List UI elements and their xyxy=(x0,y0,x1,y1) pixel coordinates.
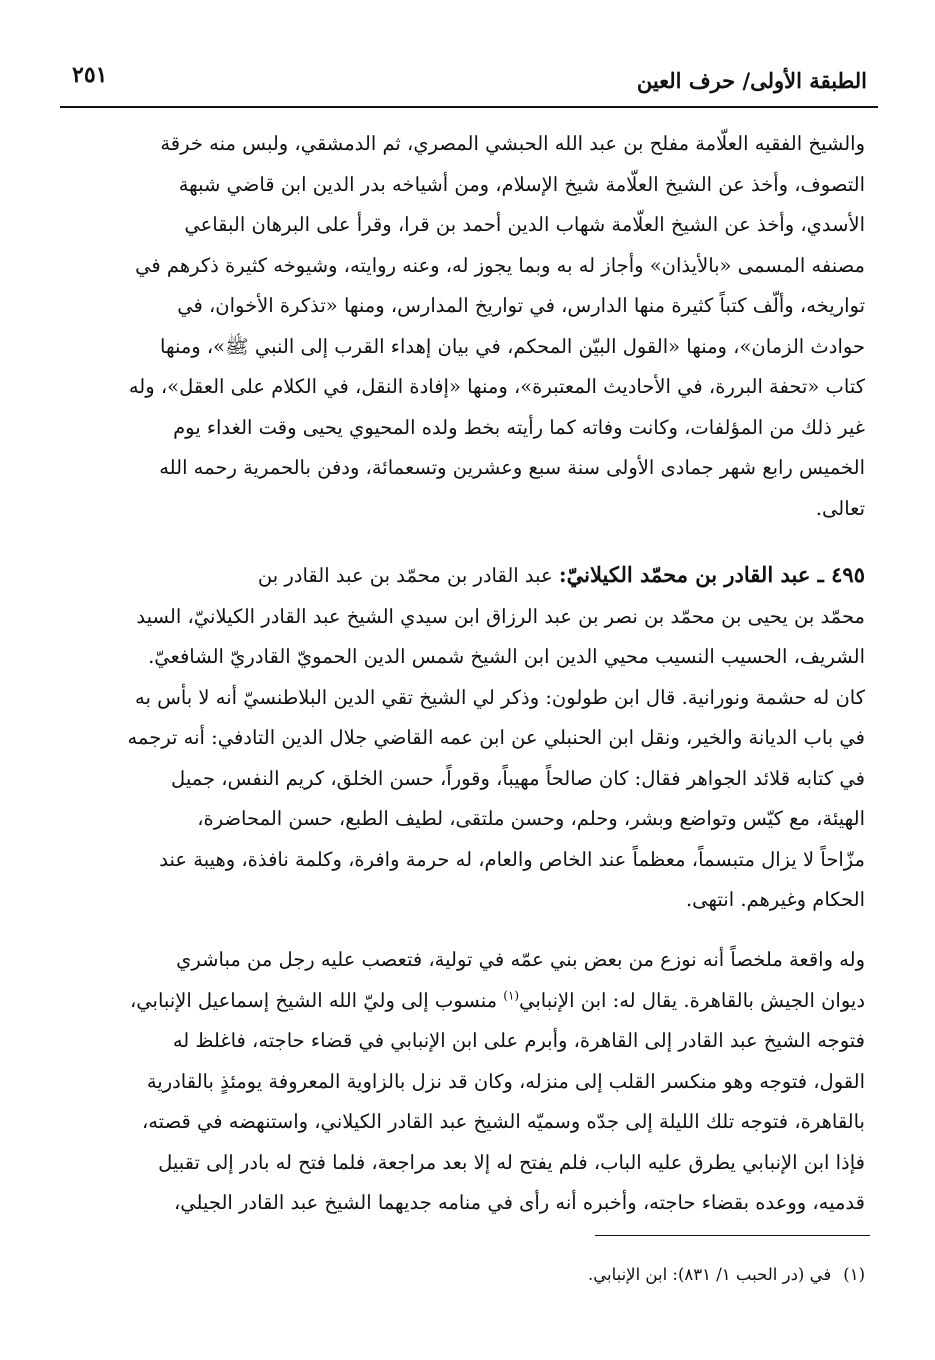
text-line: محمّد بن يحيى بن محمّد بن نصر بن عبد الرزاق ابن سيدي الشيخ عبد القادر الكيلانيّ، السيد xyxy=(136,604,865,628)
running-title: الطبقة الأولى/ حرف العين xyxy=(636,68,867,93)
text-line: مزّاحاً لا يزال متبسماً، معظماً عند الخاص والعام، له حرمة وافرة، وكلمة نافذة، وهيبة عند xyxy=(159,847,865,871)
text-line: كتاب «تحفة البررة، في الأحاديث المعتبرة»، ومنها «إفادة النقل، في الكلام على العقل»، وله xyxy=(128,375,865,398)
text-line: قدميه، ووعده بقضاء حاجته، وأخبره أنه رأى في منامه جديهما الشيخ عبد القادر الجيلي، xyxy=(173,1191,865,1214)
text-line: والشيخ الفقيه العلّامة مفلح بن عبد الله الحبشي المصري، ثم الدمشقي، ولبس منه خرقة xyxy=(160,132,865,155)
text-fragment: عبد القادر بن محمّد بن عبد القادر بن xyxy=(257,564,553,587)
text-line: تواريخه، وألّف كتباً كثيرة منها الدارس، في تواريخ المدارس، ومنها «تذكرة الأخوان، في xyxy=(177,294,865,317)
text-fragment: منسوب إلى وليّ الله الشيخ إسماعيل الإنبابي، xyxy=(129,988,498,1012)
page-number: ٢٥١ xyxy=(72,62,108,88)
text-line: في باب الديانة والخير، ونقل ابن الحنبلي عن ابن عمه القاضي جلال الدين التادفي: أنه ترجمه xyxy=(127,726,865,749)
footnote-text: في (در الحبب ١/ ٨٣١): ابن الإنبابي. xyxy=(587,1265,832,1284)
text-line: تعالى. xyxy=(815,496,865,520)
text-line: فتوجه الشيخ عبد القادر إلى القاهرة، وأبرم على ابن الإنبابي في قضاء حاجته، فاغلظ له xyxy=(172,1029,865,1052)
text-line: غير ذلك من المؤلفات، وكانت وفاته كما رأيته بخط ولده المحيوي يحيى وقت الغداء يوم xyxy=(173,415,865,439)
text-line-with-footnote xyxy=(70,981,865,1022)
footnote-marker[interactable]: (١) xyxy=(503,988,520,1002)
text-line: حوادث الزمان»، ومنها «القول البيّن المحكم، في بيان إهداء القرب إلى النبي ﷺ»، ومنها xyxy=(160,334,865,358)
text-line: بالقاهرة، فتوجه تلك الليلة إلى جدّه وسميّه الشيخ عبد القادر الكيلاني، واستنهضه في قصته، xyxy=(141,1110,865,1133)
footnote-number: (١) xyxy=(843,1265,865,1284)
text-line: في كتابه قلائد الجواهر فقال: كان صالحاً مهيباً، وقوراً، حسن الخلق، كريم النفس، جميل xyxy=(171,766,865,790)
text-line: فإذا ابن الإنبابي يطرق عليه الباب، فلم يفتح له إلا بعد مراجعة، فلما فتح له بادر إلى تقبيل xyxy=(158,1150,865,1174)
text-line: مصنفه المسمى «بالأيذان» وأجاز له به وبما يجوز له، وعنه روايته، وشيوخه كثيرة ذكرهم في xyxy=(135,253,865,277)
text-line: الشريف، الحسيب النسيب محيي الدين ابن الشيخ شمس الدين الحمويّ القادريّ الشافعيّ. xyxy=(148,645,865,668)
text-line: الخميس رابع شهر جمادى الأولى سنة سبع وعشرين وتسعمائة، ودفن بالحمرية رحمه الله xyxy=(159,456,865,479)
header-rule xyxy=(60,106,878,108)
footnote-rule xyxy=(595,1235,870,1236)
biography-entry xyxy=(70,555,865,921)
text-line: وله واقعة ملخصاً أنه نوزع من بعض بني عمّه في تولية، فتعصب عليه رجل من مباشري xyxy=(176,948,865,971)
paragraph-anecdote xyxy=(70,940,865,1224)
text-line: القول، فتوجه وهو منكسر القلب إلى منزله، وكان قد نزل بالزاوية المعروفة يومئذٍ بالقادرية xyxy=(146,1069,865,1093)
paragraph-continuation xyxy=(70,124,865,529)
text-line: كان له حشمة ونورانية. قال ابن طولون: وذكر لي الشيخ تقي الدين البلاطنسيّ أنه لا بأس به xyxy=(134,685,865,709)
text-line: الأسدي، وأخذ عن الشيخ العلّامة شهاب الدين أحمد بن قرا، وقرأ على البرهان البقاعي xyxy=(184,213,865,236)
page-header xyxy=(60,60,875,104)
text-line: الهيئة، مع كيّس وتواضع وبشر، وحلم، وحسن ملتقى، لطيف الطبع، حسن المحاضرة، xyxy=(197,807,865,830)
text-line: التصوف، وأخذ عن الشيخ العلّامة شيخ الإسلام، ومن أشياخه بدر الدين ابن قاضي شبهة xyxy=(178,172,865,196)
text-fragment: ديوان الجيش بالقاهرة. يقال له: ابن الإنبابي xyxy=(519,988,865,1012)
entry-heading: ٤٩٥ ـ عبد القادر بن محمّد الكيلانيّ: xyxy=(558,562,865,587)
footnote xyxy=(70,1260,865,1290)
entry-first-line xyxy=(70,555,865,597)
text-line: الحكام وغيرهم. انتهى. xyxy=(685,888,865,911)
